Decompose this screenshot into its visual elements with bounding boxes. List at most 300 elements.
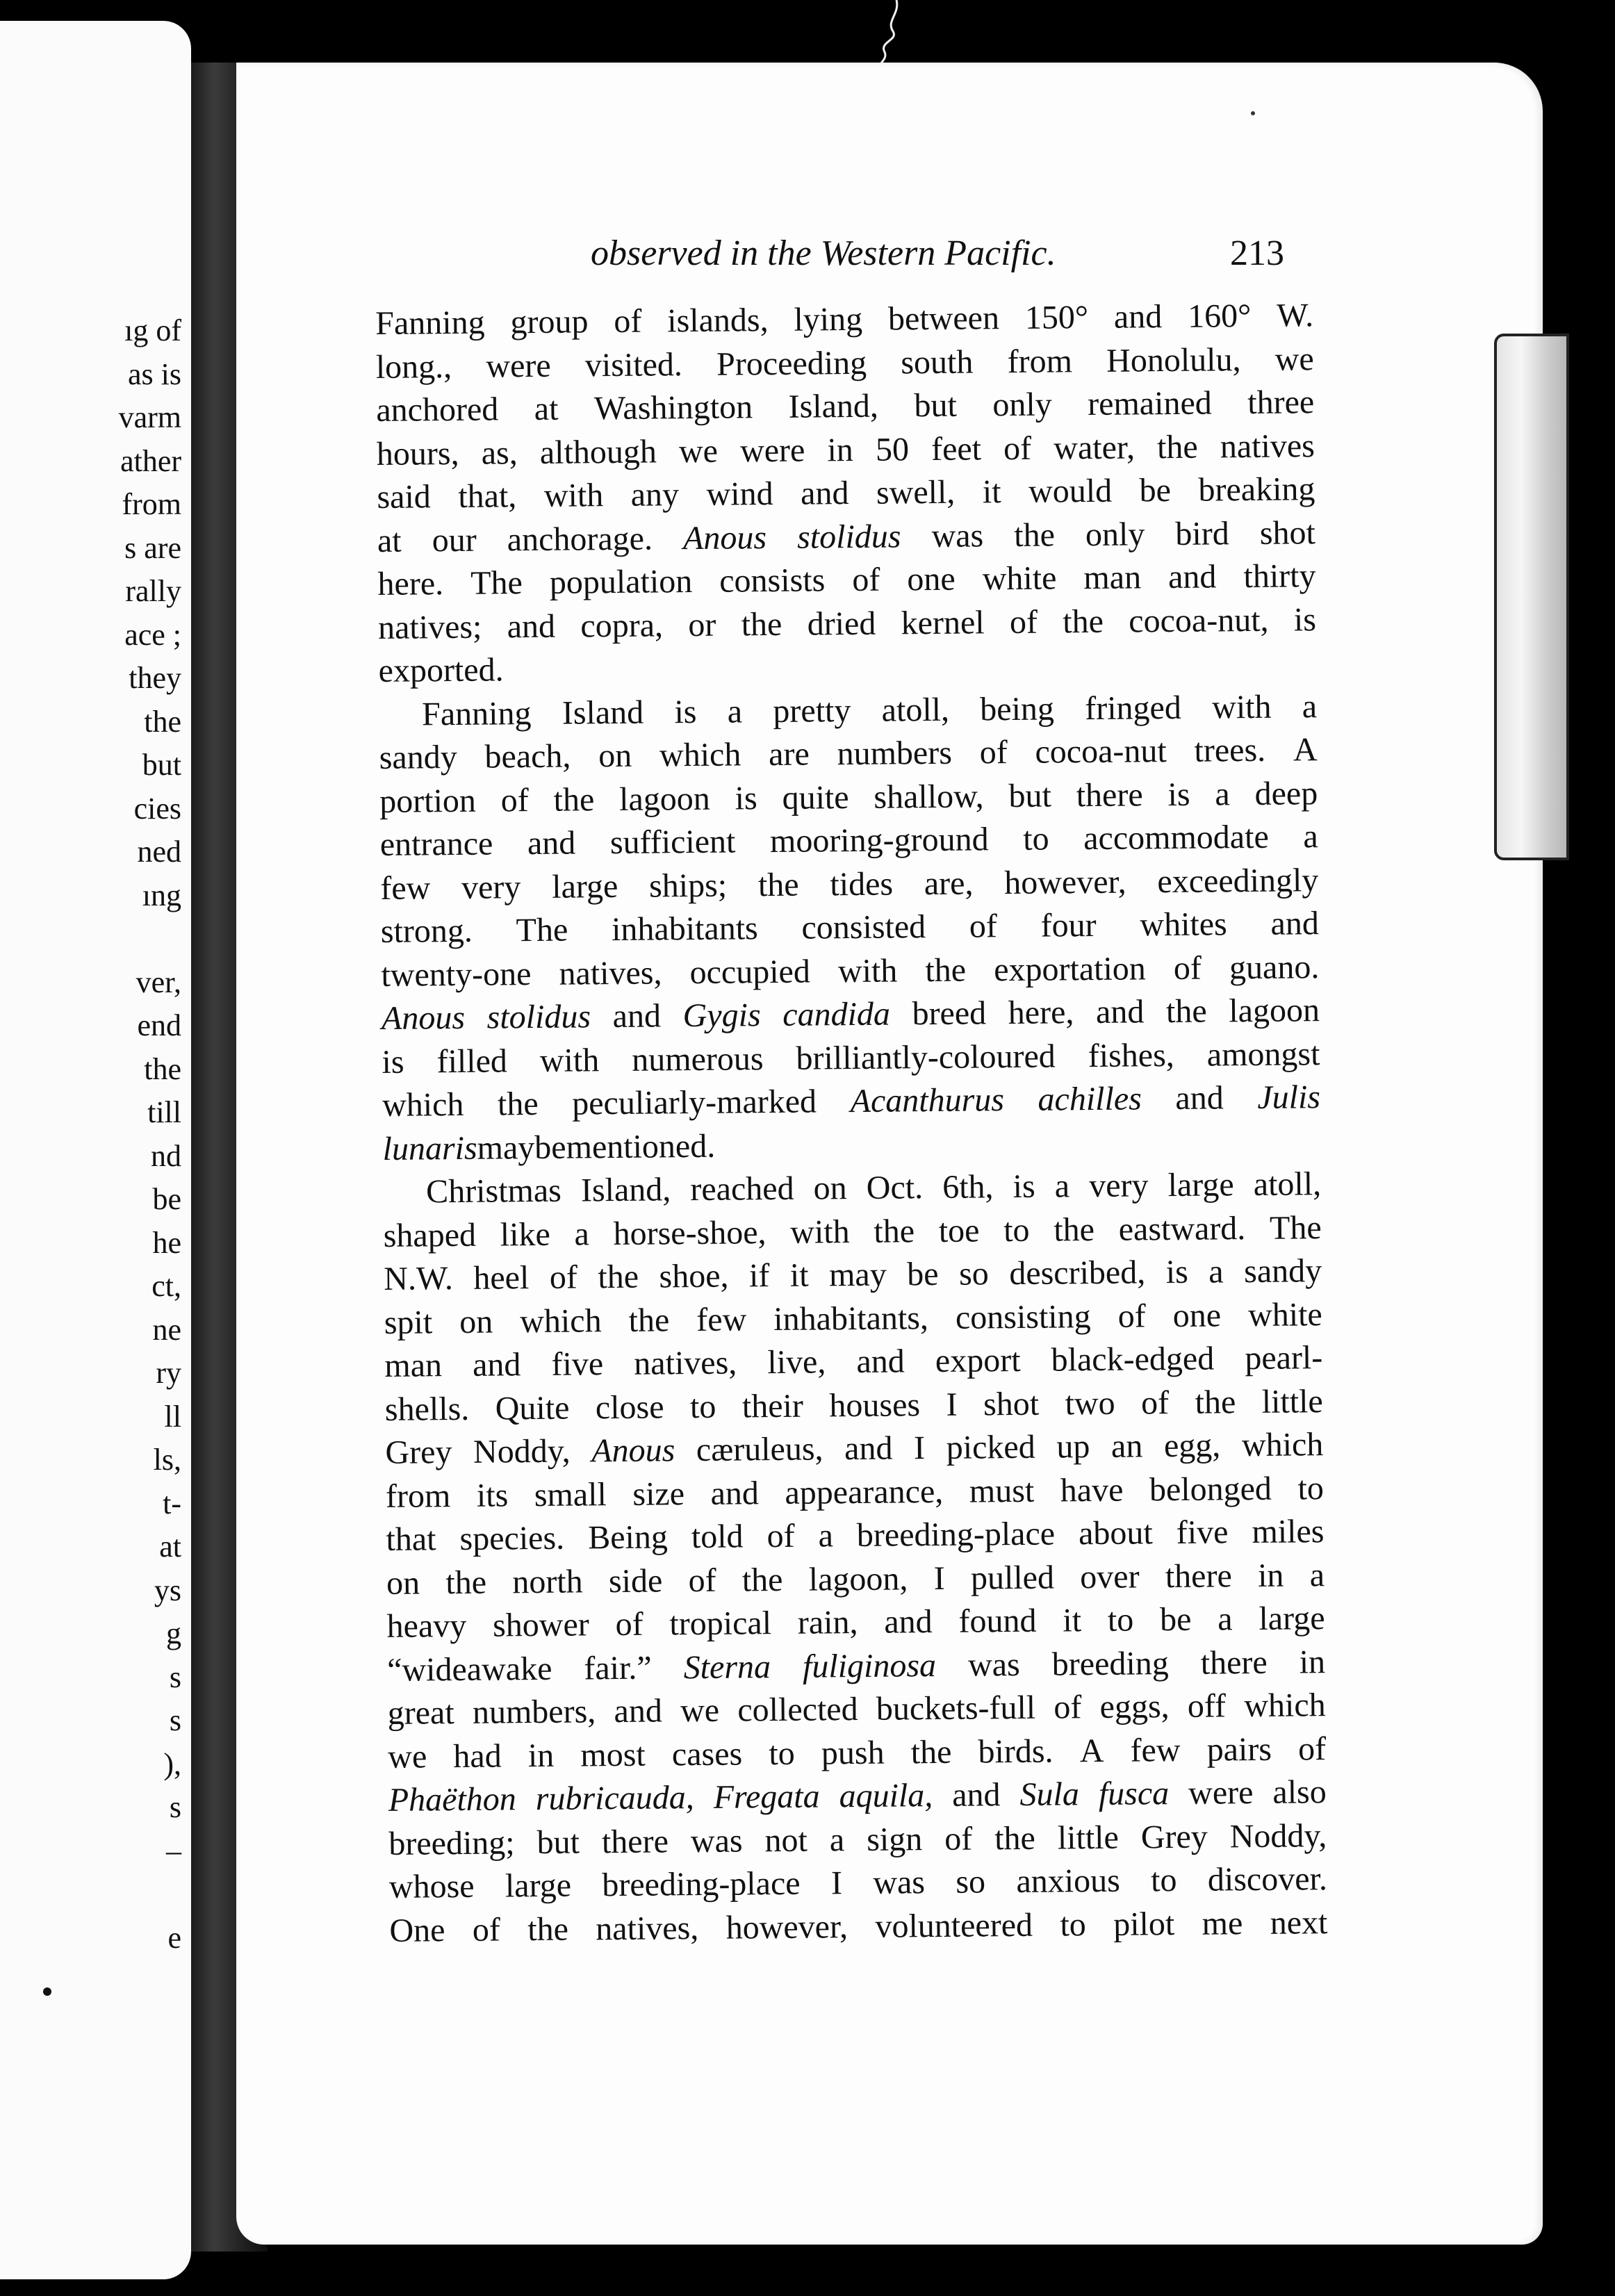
word: wind: [706, 475, 773, 513]
word: must: [969, 1472, 1035, 1510]
word: Proceeding: [716, 344, 867, 383]
text-line: [377, 468, 1315, 519]
text-line: [388, 1814, 1327, 1866]
word: portion: [379, 782, 477, 820]
word: deep: [1254, 774, 1318, 812]
word: pretty: [773, 691, 851, 730]
word: of: [969, 908, 998, 945]
word: Julis: [1257, 1079, 1321, 1116]
word: Fanning: [421, 694, 532, 732]
word: stolidus: [796, 517, 901, 556]
word: our: [432, 521, 477, 559]
word: to: [1022, 820, 1049, 858]
word: toe: [938, 1211, 980, 1249]
left-page-fragment: nd: [151, 1138, 181, 1173]
word: of: [944, 1820, 973, 1858]
word: here.: [377, 565, 444, 602]
word: group: [510, 303, 589, 341]
word: there: [1165, 1557, 1233, 1595]
word: on: [598, 737, 632, 775]
word: breeding-place: [602, 1864, 801, 1904]
text-line: [383, 1206, 1321, 1258]
word: from: [1007, 342, 1073, 380]
word: on: [459, 1303, 493, 1340]
word: with: [790, 1213, 850, 1251]
word: the: [925, 951, 967, 989]
word: dried: [807, 605, 876, 643]
word: at: [534, 390, 559, 428]
word: buckets-full: [876, 1689, 1036, 1728]
word: egg,: [1163, 1427, 1221, 1465]
word: 50: [875, 430, 910, 468]
word: the: [1054, 1211, 1095, 1249]
text-line: [389, 1901, 1327, 1953]
word: appearance,: [785, 1473, 944, 1511]
word: on: [813, 1170, 847, 1207]
word: a: [574, 1215, 590, 1253]
word: quite: [782, 778, 849, 817]
word: described,: [1009, 1254, 1146, 1293]
word: discover.: [1207, 1860, 1328, 1899]
word: with: [543, 477, 604, 514]
word: close: [595, 1388, 664, 1426]
word: Fanning: [375, 304, 485, 342]
word: beach,: [484, 737, 571, 776]
word: consists: [719, 561, 826, 600]
word: atoll,: [1253, 1165, 1322, 1204]
word: spit: [384, 1303, 433, 1341]
word: is: [1167, 776, 1190, 813]
word: and: [612, 997, 662, 1035]
word: rain,: [797, 1604, 858, 1641]
word: peculiarly-marked: [571, 1083, 817, 1122]
word: birds.: [978, 1732, 1054, 1771]
word: horse-shoe,: [613, 1213, 766, 1252]
word: pilot: [1113, 1905, 1175, 1943]
word: shallow,: [874, 777, 984, 816]
word: it: [1063, 1602, 1082, 1639]
word: breed: [912, 994, 987, 1033]
word: be: [1159, 1600, 1192, 1639]
word: the: [757, 866, 799, 903]
word: Being: [587, 1518, 669, 1557]
left-page-fragment: ather: [120, 443, 181, 478]
word: I: [933, 1559, 945, 1597]
word: whose: [388, 1867, 475, 1905]
text-line: [377, 555, 1315, 606]
word: Grey: [1140, 1818, 1208, 1855]
word: and: [507, 607, 556, 645]
word: lagoon: [618, 780, 711, 818]
word: one: [907, 560, 956, 598]
left-page-fragment: ıg of: [124, 313, 181, 347]
text-line: [384, 1336, 1322, 1388]
word: Noddy,: [473, 1432, 571, 1470]
word: or: [688, 606, 716, 643]
word: next: [1270, 1903, 1328, 1942]
word: there: [601, 1822, 669, 1860]
word: kernel: [901, 603, 985, 641]
left-page-fragment: ry: [156, 1356, 181, 1390]
word: 150°: [1024, 299, 1089, 336]
word: collected: [737, 1691, 858, 1729]
word: which: [520, 1302, 602, 1340]
word: mooring-ground: [769, 821, 989, 860]
text-line: [378, 598, 1316, 650]
text-line: [386, 1467, 1324, 1518]
word: so: [956, 1863, 986, 1901]
word: very: [461, 868, 521, 906]
word: picked: [946, 1428, 1035, 1466]
word: copra,: [580, 606, 664, 644]
word: the: [1165, 992, 1207, 1031]
word: had: [453, 1737, 502, 1775]
text-line: [379, 772, 1318, 823]
word: to: [689, 1388, 716, 1425]
text-line: [386, 1510, 1324, 1561]
word: at: [377, 522, 402, 559]
word: that: [386, 1520, 436, 1558]
left-page-fragment: ace ;: [124, 617, 181, 652]
word: which: [1244, 1687, 1326, 1725]
word: heavy: [386, 1607, 467, 1645]
word: is: [674, 693, 697, 730]
word: entrance: [379, 825, 493, 863]
word: of: [500, 781, 530, 819]
word: very: [1088, 1167, 1149, 1205]
running-title: observed in the Western Pacific.: [591, 233, 1056, 273]
word: a: [1215, 775, 1230, 812]
word: shoe,: [659, 1257, 729, 1295]
left-page-fragment: ıng: [142, 878, 181, 912]
text-line: [387, 1641, 1325, 1692]
word: found: [958, 1602, 1037, 1640]
word: breeding-place: [856, 1515, 1056, 1555]
word: Island: [561, 694, 644, 732]
word: breeding;: [388, 1823, 515, 1862]
word: it: [982, 473, 1001, 511]
word: and: [614, 1692, 663, 1730]
word: eggs,: [1099, 1688, 1170, 1725]
word: I: [946, 1386, 958, 1423]
word: that,: [458, 477, 517, 515]
word: consisted: [801, 908, 926, 946]
text-line: [379, 685, 1317, 737]
word: we: [678, 432, 719, 470]
word: a: [1309, 1556, 1325, 1593]
word: in: [1299, 1643, 1326, 1680]
word: and: [1095, 993, 1145, 1031]
ink-dot: [43, 1987, 51, 1996]
word: to: [1060, 1905, 1086, 1943]
word: cases: [671, 1735, 743, 1773]
text-line: [380, 815, 1318, 867]
word: large: [551, 867, 618, 905]
word: I: [830, 1864, 843, 1902]
word: and: [856, 1343, 905, 1381]
word: cæruleus,: [696, 1430, 823, 1469]
word: the: [1195, 1383, 1236, 1421]
word: eastward.: [1118, 1209, 1246, 1248]
word: have: [1060, 1471, 1124, 1509]
word: large: [1167, 1166, 1234, 1204]
word: but: [1008, 777, 1052, 814]
word: the: [598, 1258, 639, 1296]
word: large: [505, 1867, 572, 1905]
text-line: [386, 1554, 1325, 1605]
word: and: [844, 1429, 893, 1468]
body-text: [375, 294, 1328, 1953]
word: strong.: [380, 912, 473, 950]
page-header: [591, 233, 1425, 281]
word: thirty: [1243, 557, 1316, 596]
word: water,: [1054, 428, 1136, 466]
word: Sterna: [683, 1648, 771, 1686]
left-page-fragment: [119, 917, 181, 961]
word: a: [829, 1821, 845, 1858]
word: sufficient: [609, 823, 736, 862]
word: was: [873, 1864, 926, 1901]
text-line: [381, 902, 1319, 953]
word: which: [659, 736, 741, 774]
left-page-fragment: he: [152, 1225, 181, 1260]
word: told: [691, 1518, 744, 1556]
word: of: [614, 302, 642, 341]
left-page-fragment: the: [144, 1051, 181, 1086]
word: side: [608, 1561, 663, 1600]
word: is: [1293, 600, 1317, 638]
word: mentioned.: [566, 1127, 716, 1166]
word: the: [994, 1819, 1036, 1857]
left-page-text-fragments: [119, 309, 181, 1960]
left-page-fragment: s: [169, 1790, 181, 1824]
word: swell,: [876, 473, 956, 511]
word: if: [748, 1257, 770, 1295]
word: me: [1202, 1904, 1243, 1942]
word: bird: [1175, 514, 1229, 552]
word: be: [907, 1255, 939, 1293]
text-line: [388, 1771, 1327, 1822]
word: of: [766, 1517, 795, 1555]
word: of: [1054, 1689, 1082, 1726]
word: man: [1083, 559, 1142, 597]
word: were: [486, 347, 551, 385]
word: Noddy,: [1229, 1817, 1327, 1855]
word: were: [1188, 1774, 1254, 1812]
word: numbers: [837, 734, 953, 773]
word: stolidus: [486, 998, 591, 1036]
word: five: [551, 1345, 604, 1383]
word: “wideawake: [386, 1650, 552, 1689]
word: natives;: [377, 608, 482, 646]
word: numbers,: [472, 1693, 596, 1731]
word: may: [828, 1256, 887, 1294]
word: small: [534, 1475, 607, 1514]
left-page-fragment: ys: [154, 1573, 181, 1607]
word: exceedingly: [1157, 861, 1319, 900]
word: inhabitants,: [773, 1299, 929, 1338]
text-line: [376, 338, 1314, 389]
text-line: [380, 859, 1318, 910]
word: lunaris: [382, 1129, 477, 1167]
word: sandy: [379, 738, 457, 776]
word: reached: [690, 1170, 794, 1208]
word: volunteered: [875, 1906, 1033, 1945]
word: with: [837, 951, 898, 990]
word: over: [1080, 1557, 1140, 1596]
word: we: [680, 1691, 720, 1730]
word: natives,: [596, 1909, 699, 1947]
word: The: [516, 911, 568, 949]
word: Fregata: [713, 1778, 820, 1816]
left-page-fragment: [119, 1873, 181, 1917]
word: and: [1167, 558, 1217, 596]
word: is: [735, 779, 757, 817]
text-line: [387, 1684, 1325, 1735]
word: most: [580, 1736, 646, 1774]
word: I: [913, 1429, 926, 1467]
word: long.,: [375, 347, 452, 386]
word: The: [1269, 1208, 1322, 1247]
word: here,: [1008, 994, 1074, 1032]
word: ships;: [648, 867, 728, 905]
word: cocoa-nut: [1035, 732, 1167, 771]
word: are: [768, 735, 810, 773]
word: only: [1085, 515, 1145, 553]
word: breeding: [1051, 1644, 1169, 1683]
word: A: [1079, 1732, 1104, 1769]
word: N.W.: [384, 1260, 454, 1297]
text-line: [382, 989, 1320, 1040]
left-page-fragment: they: [129, 661, 181, 695]
word: the: [553, 780, 595, 819]
word: anchored: [376, 391, 499, 429]
text-line: [382, 1033, 1320, 1084]
word: and: [1113, 298, 1163, 336]
word: and: [1175, 1079, 1224, 1117]
word: hours,: [376, 434, 459, 473]
word: and: [951, 1776, 1001, 1814]
word: brilliantly-coloured: [796, 1038, 1056, 1077]
word: and: [472, 1346, 521, 1384]
word: be: [534, 1129, 566, 1166]
text-line: [377, 425, 1315, 476]
word: of: [1009, 603, 1038, 641]
text-line: [385, 1423, 1323, 1475]
word: so: [958, 1255, 990, 1293]
fold-tab: [1494, 334, 1569, 860]
word: is: [1165, 1253, 1188, 1291]
word: the: [874, 1212, 915, 1250]
word: said: [377, 478, 432, 516]
word: two: [1065, 1384, 1115, 1422]
word: their: [741, 1387, 804, 1425]
word: consisting: [955, 1297, 1091, 1336]
word: few: [696, 1300, 747, 1338]
word: accommodate: [1083, 818, 1269, 858]
word: man: [384, 1347, 443, 1384]
word: exported.: [378, 651, 504, 689]
word: was: [690, 1821, 743, 1860]
word: north: [512, 1562, 583, 1600]
word: although: [539, 432, 657, 471]
word: breaking: [1198, 470, 1315, 509]
word: as,: [481, 434, 518, 472]
text-line: [381, 946, 1319, 997]
word: the: [741, 605, 782, 643]
word: Washington: [593, 388, 753, 427]
word: trees.: [1194, 731, 1266, 769]
word: of: [1173, 949, 1202, 987]
word: Sula: [1019, 1776, 1080, 1813]
word: on: [386, 1564, 420, 1602]
word: we: [388, 1737, 427, 1776]
word: houses: [829, 1386, 921, 1424]
word: we: [1274, 340, 1314, 378]
word: shells.: [384, 1390, 470, 1428]
word: white: [1247, 1295, 1322, 1334]
word: tropical: [669, 1605, 772, 1643]
left-page-fragment: cies: [133, 791, 181, 826]
word: amongst: [1206, 1035, 1320, 1074]
word: of: [1297, 1730, 1327, 1767]
left-page-fragment: the: [144, 704, 181, 739]
left-page-fragment: end: [137, 1008, 181, 1042]
word: an: [1110, 1427, 1143, 1465]
word: any: [630, 476, 680, 514]
word: Christmas: [425, 1172, 562, 1211]
word: Quite: [495, 1389, 570, 1427]
word: lagoon: [1229, 992, 1320, 1030]
word: fishes,: [1088, 1036, 1174, 1074]
left-page-fragment: till: [147, 1095, 181, 1129]
word: shower: [492, 1606, 589, 1644]
text-line: [376, 381, 1314, 432]
left-page-fragment: ned: [137, 835, 181, 869]
left-page-fragment: ls,: [153, 1443, 181, 1477]
text-line: [378, 641, 1316, 693]
word: which: [1241, 1426, 1324, 1464]
left-page-fragment: rally: [125, 574, 181, 608]
word: shot: [983, 1385, 1040, 1422]
word: Anous: [381, 999, 466, 1037]
word: size: [632, 1475, 685, 1513]
word: few: [380, 869, 431, 907]
word: of: [852, 561, 880, 599]
word: the: [445, 1564, 487, 1601]
word: atoll,: [881, 691, 950, 729]
word: occupied: [689, 953, 811, 991]
word: the: [527, 1910, 569, 1948]
left-page-fragment: s: [169, 1659, 181, 1694]
word: Oct.: [866, 1169, 924, 1206]
word: One: [389, 1911, 445, 1949]
word: but: [536, 1823, 580, 1861]
word: Anous: [682, 518, 767, 557]
word: push: [821, 1734, 885, 1771]
word: however,: [1004, 863, 1126, 901]
text-line: [375, 294, 1313, 345]
word: natives,: [634, 1344, 737, 1382]
word: the: [910, 1733, 952, 1771]
word: the: [497, 1085, 539, 1123]
word: islands,: [667, 302, 769, 340]
word: natives: [1220, 427, 1315, 465]
word: exportation: [993, 949, 1147, 988]
left-page-fragment: be: [152, 1182, 181, 1216]
word: the: [628, 1301, 670, 1339]
word: the: [741, 1561, 783, 1598]
